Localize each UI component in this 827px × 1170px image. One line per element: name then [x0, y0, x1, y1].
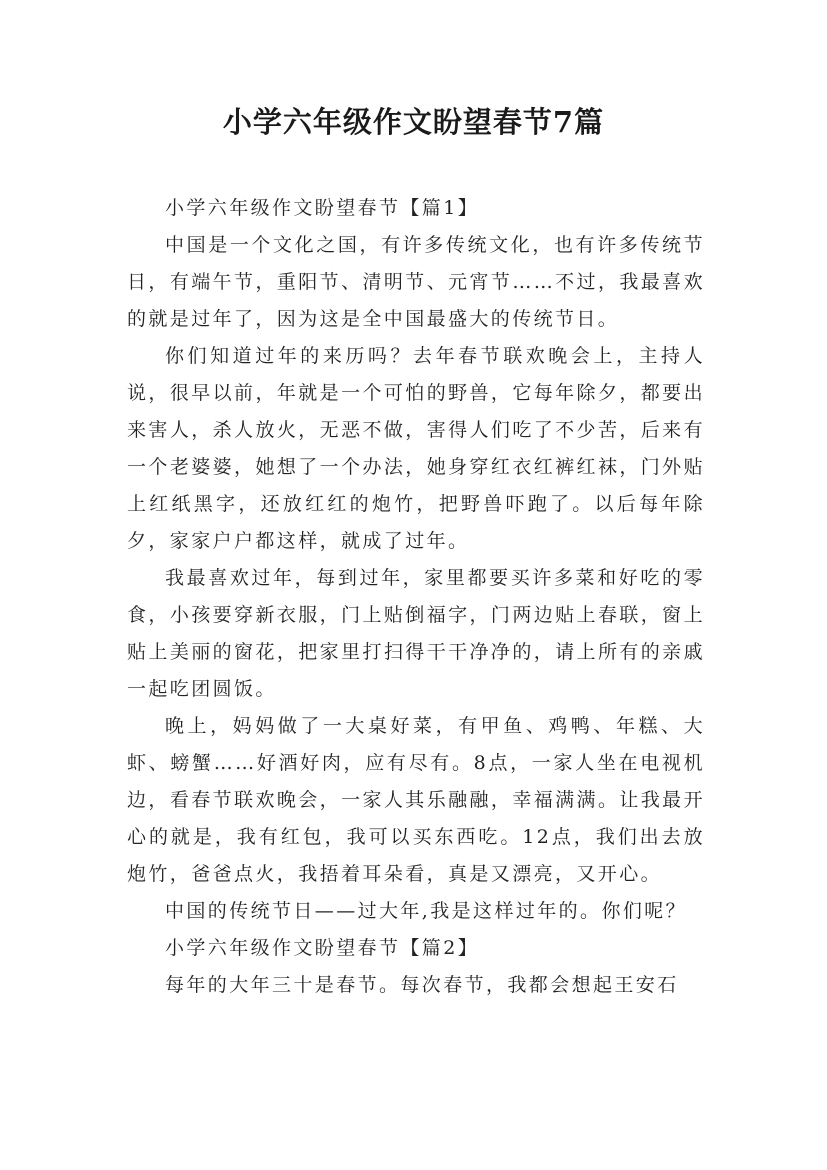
paragraph: 中国是一个文化之国，有许多传统文化，也有许多传统节日，有端午节，重阳节、清明节、元宵节……不过，我最喜欢的就是过年了，因为这是全中国最盛大的传统节日。 — [127, 234, 705, 330]
paragraph: 你们知道过年的来历吗？去年春节联欢晚会上，主持人说，很早以前，年就是一个可怕的野兽，它每年除夕，都要出来害人，杀人放火，无恶不做，害得人们吃了不少苦，后来有一个老婆婆，她想了一个办法，她身穿红衣红裤红袜，门外贴上红纸黑字，还放红红的炮竹，把野兽吓跑了。以后每年除夕，家家户户都这样，就成了过年。 — [127, 345, 705, 552]
paragraph: 我最喜欢过年，每到过年，家里都要买许多菜和好吃的零食，小孩要穿新衣服，门上贴倒福字，门两边贴上春联，窗上贴上美丽的窗花，把家里打扫得干干净净的，请上所有的亲戚一起吃团圆饭。 — [127, 567, 705, 700]
document-title: 小学六年级作文盼望春节7篇 — [222, 105, 605, 139]
section-heading-2: 小学六年级作文盼望春节【篇2】 — [165, 937, 480, 959]
paragraph: 每年的大年三十是春节。每次春节，我都会想起王安石 — [165, 974, 679, 996]
section-heading-1: 小学六年级作文盼望春节【篇1】 — [165, 197, 480, 219]
document-body — [127, 190, 705, 1004]
paragraph: 中国的传统节日——过大年,我是这样过年的。你们呢？ — [165, 900, 688, 922]
paragraph: 晚上，妈妈做了一大桌好菜，有甲鱼、鸡鸭、年糕、大虾、螃蟹……好酒好肉，应有尽有。8点，一家人坐在电视机边，看春节联欢晚会，一家人其乐融融，幸福满满。让我最开心的就是，我有红包，我可以买东西吃。12点，我们出去放炮竹，爸爸点火，我捂着耳朵看，真是又漂亮，又开心。 — [127, 715, 705, 885]
